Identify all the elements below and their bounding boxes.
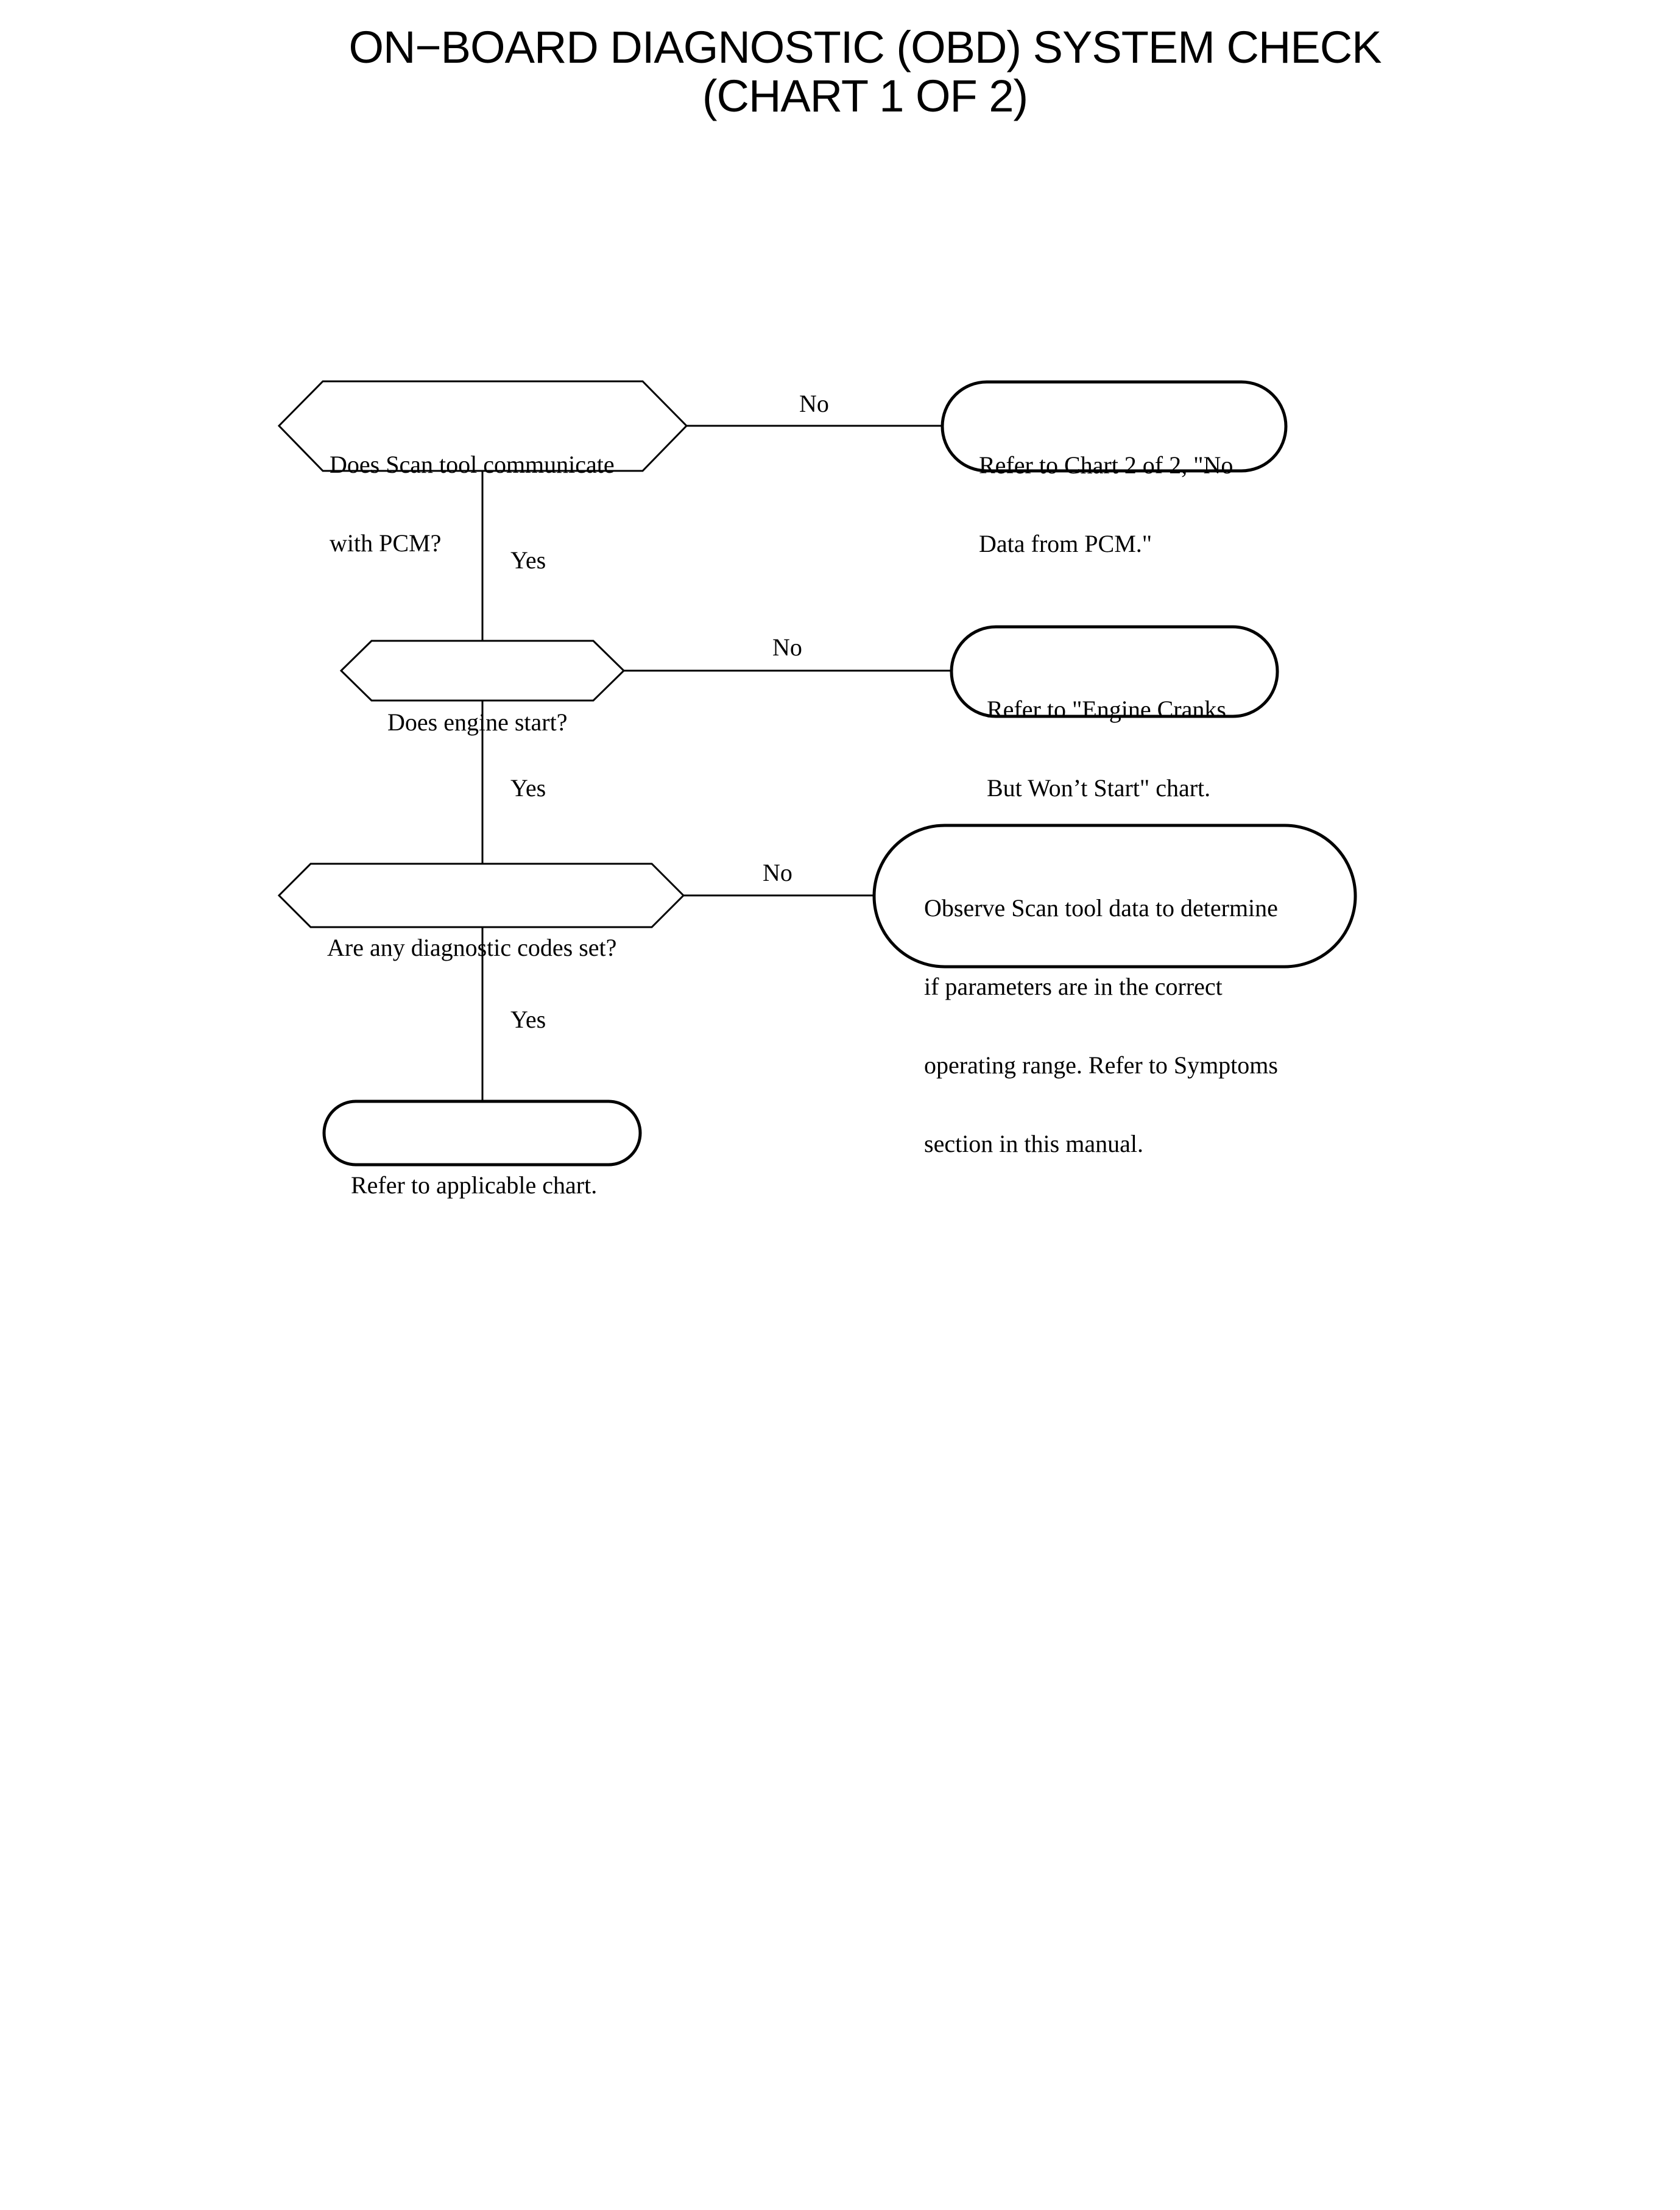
edge-label-q1-no: No — [799, 390, 829, 417]
node-line: operating range. Refer to Symptoms — [924, 1051, 1278, 1079]
terminal-refer-chart-2-text — [979, 400, 1233, 583]
edge-label-q1-yes: Yes — [510, 546, 546, 574]
edge-label-q2-no: No — [772, 634, 802, 661]
terminal-refer-applicable-chart-text — [351, 1120, 597, 1224]
edge-label-q3-no: No — [763, 859, 792, 886]
node-line: Does engine start? — [387, 708, 568, 736]
decision-scan-tool-communicate-text — [330, 399, 615, 582]
node-line: Are any diagnostic codes set? — [327, 934, 617, 961]
node-line: But Won’t Start" chart. — [987, 774, 1211, 802]
chart-title-line-1: ON−BOARD DIAGNOSTIC (OBD) SYSTEM CHECK — [348, 22, 1382, 72]
edge-label-q2-yes: Yes — [510, 774, 546, 802]
terminal-refer-engine-cranks-text — [987, 644, 1226, 827]
decision-diagnostic-codes-set-text — [327, 882, 616, 987]
decision-engine-start-text — [387, 657, 567, 761]
node-line: Does Scan tool communicate — [330, 451, 615, 478]
node-line: with PCM? — [330, 529, 442, 557]
node-line: section in this manual. — [924, 1130, 1143, 1157]
node-line: Refer to applicable chart. — [351, 1171, 598, 1199]
terminal-observe-scan-tool-data-text — [924, 842, 1278, 1183]
node-line: Data from PCM." — [979, 530, 1152, 557]
node-line: if parameters are in the correct — [924, 973, 1223, 1000]
chart-title-line-2: (CHART 1 OF 2) — [702, 71, 1028, 121]
node-line: Refer to "Engine Cranks — [987, 696, 1226, 723]
edge-label-q3-yes: Yes — [510, 1006, 546, 1033]
node-line: Observe Scan tool data to determine — [924, 894, 1278, 922]
node-line: Refer to Chart 2 of 2, "No — [979, 451, 1234, 479]
